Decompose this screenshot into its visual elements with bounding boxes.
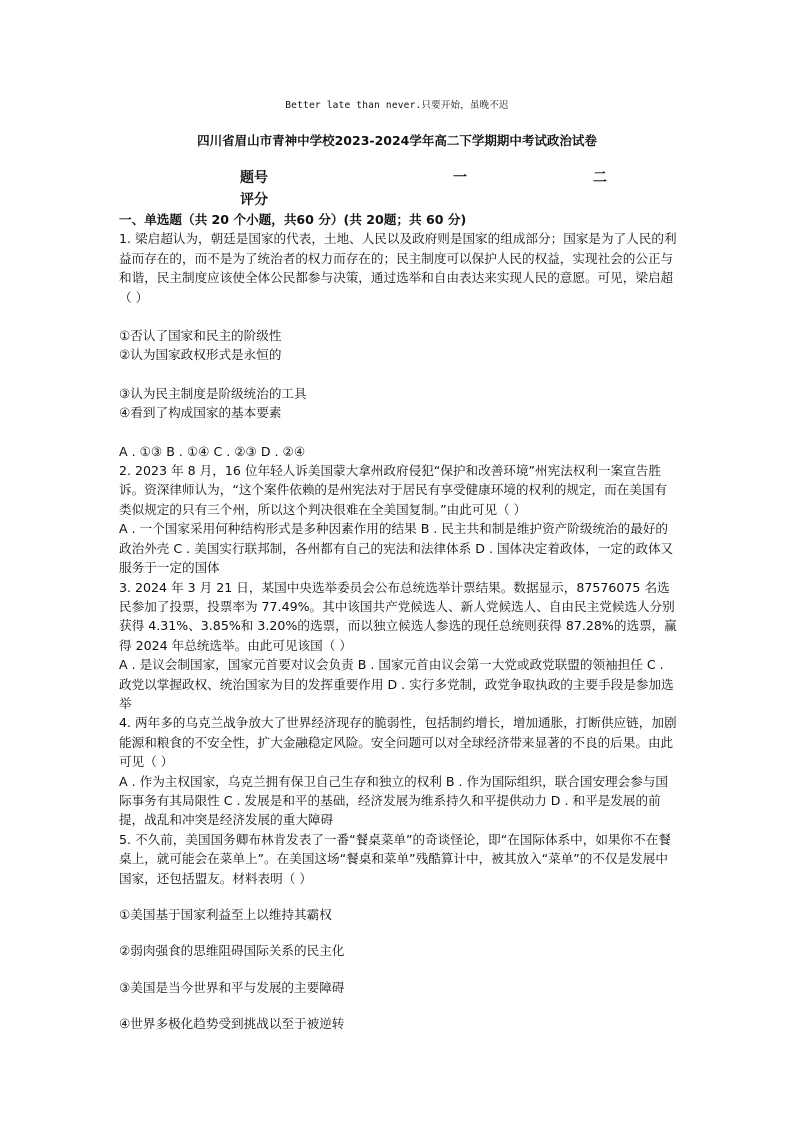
answer-options: A . ①③ B . ①④ C . ②③ D . ②④ bbox=[119, 443, 306, 459]
question-3 bbox=[119, 578, 679, 714]
question-5 bbox=[119, 830, 679, 1034]
statement: ④看到了构成国家的基本要素 bbox=[119, 405, 282, 421]
question-1 bbox=[119, 229, 679, 461]
question-content bbox=[119, 210, 679, 1034]
score-table-col1: 一 bbox=[453, 170, 467, 186]
statement: ②弱肉强食的思维阻碍国际关系的民主化 bbox=[119, 943, 345, 959]
section-title: 一、单选题（共 20 个小题，共60 分）(共 20题；共 60 分) bbox=[119, 212, 467, 227]
statement: ②认为国家政权形式是永恒的 bbox=[119, 347, 282, 363]
score-table-col2: 二 bbox=[593, 170, 607, 186]
page-title: 四川省眉山市青神中学校2023-2024学年高二下学期期中考试政治试卷 bbox=[197, 133, 597, 148]
answer-options: A . 作为主权国家，乌克兰拥有保卫自己生存和独立的权利 B . 作为国际组织，联合国安理会参与国际事务有其局限性 C . 发展是和平的基础，经济发展为维系持久和平提供动力 D . 和平是发展的前提，战乱和冲突是经济发展的重大障碍 bbox=[119, 773, 669, 828]
question-stem: 1. 梁启超认为，朝廷是国家的代表，土地、人民以及政府则是国家的组成部分；国家是为了人民的利益而存在的，而不是为了统治者的权力而存在的；民主制度可以保护人民的权益，实现社会的公正与和谐，民主制度应该使全体公民都参与决策，通过选举和自由表达来实现人民的意愿。可见，梁启超（ ） bbox=[119, 231, 677, 305]
question-stem: 2. 2023 年 8 月，16 位年轻人诉美国蒙大拿州政府侵犯“保护和改善环境”州宪法权利一案宣告胜诉。资深律师认为，“这个案件依赖的是州宪法对于居民有享受健康环境的权利的规定，而在美国有类似规定的只有三个州，所以这个判决很难在全美国复制。”由此可见（ ） bbox=[119, 463, 668, 517]
statement: ③美国是当今世界和平与发展的主要障碍 bbox=[119, 979, 345, 995]
answer-options: A . 一个国家采用何种结构形式是多种因素作用的结果 B . 民主共和制是维护资产阶级统治的最好的政治外壳 C . 美国实行联邦制，各州都有自己的宪法和法律体系 D . 国体决定着政体，一定的政体又服务于一定的国体 bbox=[119, 521, 674, 576]
score-table bbox=[0, 167, 794, 211]
answer-options: A . 是议会制国家，国家元首要对议会负责 B . 国家元首由议会第一大党或政党联盟的领袖担任 C . 政党以掌握政权、统治国家为目的发挥重要作用 D . 实行多党制，政党争取执政的主要手段是参加选举 bbox=[119, 657, 674, 711]
header-motto: Better late than never.只要开始，虽晚不迟 bbox=[285, 100, 509, 111]
statement: ①否认了国家和民主的阶级性 bbox=[119, 328, 282, 344]
question-2 bbox=[119, 461, 679, 577]
statement: ④世界多极化趋势受到挑战以至于被逆转 bbox=[119, 1016, 345, 1032]
question-4 bbox=[119, 713, 679, 829]
question-stem: 5. 不久前，美国国务卿布林肯发表了一番“餐桌菜单”的奇谈怪论，即“在国际体系中，如果你不在餐桌上，就可能会在菜单上”。在美国这场“餐桌和菜单”残酷算计中，被其放入“菜单”的不仅是发展中国家，还包括盟友。材料表明（ ） bbox=[119, 831, 671, 886]
statement: ③认为民主制度是阶级统治的工具 bbox=[119, 385, 307, 401]
score-table-row2-label: 评分 bbox=[240, 192, 268, 208]
score-table-row1-label: 题号 bbox=[240, 170, 268, 186]
statement: ①美国基于国家利益至上以维持其霸权 bbox=[119, 907, 332, 922]
question-stem: 3. 2024 年 3 月 21 日，某国中央选举委员会公布总统选举计票结果。数据显示，87576075 名选民参加了投票，投票率为 77.49%。其中该国共产党候选人、新人党候选人、自由民主党候选人分别获得 4.31%、3.85%和 3.20%的选票，而以独立候选人参选的现任总统则获得 87.28%的选票，赢得 2024 年总统选举。由此可见该国（ ） bbox=[119, 579, 677, 653]
question-stem: 4. 两年多的乌克兰战争放大了世界经济现存的脆弱性，包括制约增长，增加通胀，打断供应链，加剧能源和粮食的不安全性，扩大金融稳定风险。安全问题可以对全球经济带来显著的不良的后果。由此可见（ ） bbox=[119, 715, 677, 770]
